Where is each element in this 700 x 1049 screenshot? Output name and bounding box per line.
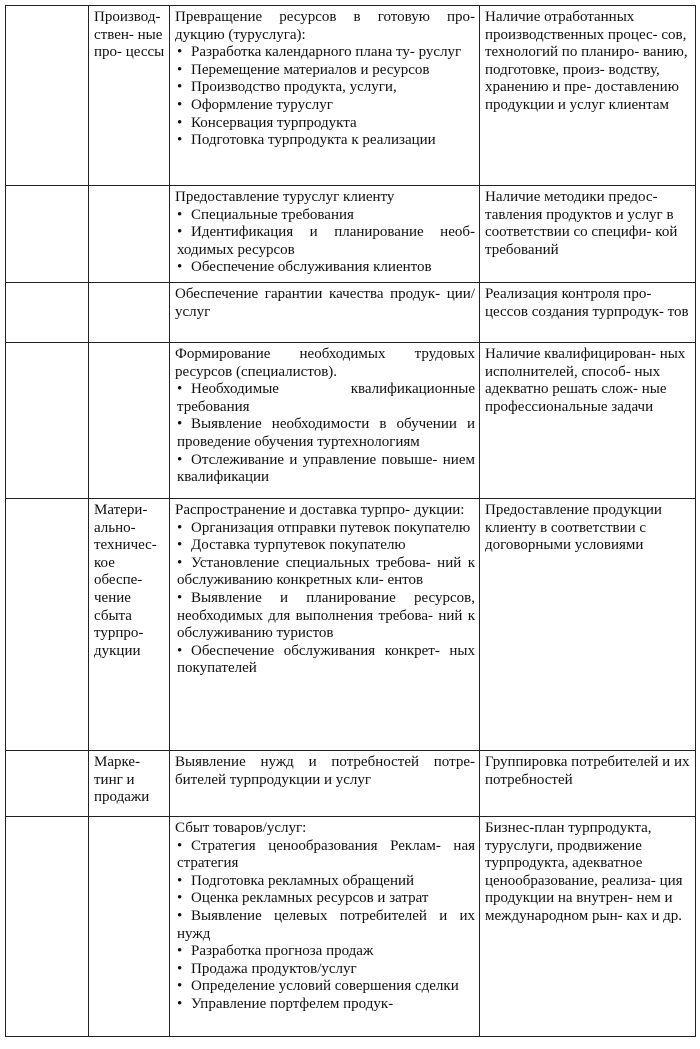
blank-cell [6,283,89,343]
list-item: • Определение условий совершения сделки [177,978,459,995]
list-item: • Управление портфелем продук- [177,995,394,1012]
requirement-text: Бизнес-план турпродукта, туруслуги, продвижение турпродукта, адекватное ценообразование, реализа- ция продукции на внутрен- нем и международном рын- ках и др. [485,820,683,924]
requirement-text: Наличие методики предос- тавления продуктов и услуг в соответствии со специфи- кой требований [485,189,678,258]
requirement-cell [480,817,696,1037]
process-cell [170,499,480,751]
bullet-icon: • [177,381,183,398]
blank-cell [6,499,89,751]
bullet-icon: • [177,416,183,433]
process-cell [170,751,480,817]
category-text: Марке- тинг и продажи [94,754,150,806]
table-row [6,751,696,817]
list-item: • Выявление и планирование ресурсов, необходимых для выполнения требова- ний к обслуживанию туристов [177,589,475,642]
process-title: Обеспечение гарантии качества продук- ции/услуг [175,286,475,320]
list-item: • Выявление целевых потребителей и их нужд [177,907,475,942]
list-item: • Продажа продуктов/услуг [177,960,357,977]
blank-cell [6,817,89,1037]
category-text: Производ- ствен- ные про- цессы [94,9,165,61]
blank-cell [6,6,89,186]
requirement-text: Наличие квалифицирован- ных исполнителей, способ- ных адекватно решать слож- ные профессиональные задачи [485,346,686,415]
process-cell [170,817,480,1037]
list-item: • Подготовка рекламных обращений [177,872,415,889]
bullet-icon: • [177,890,183,907]
category-cell [89,186,170,283]
category-cell [89,283,170,343]
table-row [6,6,696,186]
bullet-icon: • [177,537,183,554]
list-item: • Оценка рекламных ресурсов и затрат [177,890,429,907]
list-item: • Идентификация и планирование необ- ходимых ресурсов [177,224,475,258]
blank-cell [6,343,89,499]
requirement-text: Предоставление продукции клиенту в соответствии с договорными условиями [485,502,662,554]
list-item: • Подготовка турпродукта к реализации [177,132,436,149]
table-row [6,817,696,1037]
process-title: Формирование необходимых трудовых ресурсов (специалистов). [175,346,475,380]
process-cell [170,343,480,499]
bullet-icon: • [177,960,183,977]
requirement-text: Группировка потребителей и их потребностей [485,754,690,788]
bullet-icon: • [177,837,183,854]
list-item: • Установление специальных требова- ний к обслуживанию конкретных кли- ентов [177,554,475,589]
list-item: • Консервация турпродукта [177,114,357,131]
process-title: Сбыт товаров/услуг: [175,820,307,836]
process-title: Предоставление туруслуг клиенту [175,189,395,205]
bullet-icon: • [177,451,183,468]
list-item: • Доставка турпутевок покупателю [177,537,406,554]
requirement-cell [480,499,696,751]
list-item: • Разработка календарного плана ту- руслуг [177,44,462,61]
bullet-icon: • [177,79,183,96]
list-item: • Необходимые квалификационные требования [177,381,475,415]
category-cell [89,499,170,751]
bullet-icon: • [177,554,183,571]
bullet-icon: • [177,995,183,1012]
list-item: • Обеспечение обслуживания конкрет- ных покупателей [177,642,475,677]
table-row [6,283,696,343]
list-item: • Оформление туруслуг [177,96,333,113]
bullet-icon: • [177,96,183,113]
blank-cell [6,751,89,817]
requirement-cell [480,283,696,343]
requirement-cell [480,6,696,186]
table-row [6,499,696,751]
bullet-icon: • [177,589,183,606]
bullet-icon: • [177,872,183,889]
bullet-icon: • [177,114,183,131]
blank-cell [6,186,89,283]
bullet-icon: • [177,978,183,995]
list-item: • Стратегия ценообразования Реклам- ная стратегия [177,837,475,872]
process-cell [170,186,480,283]
process-title: Выявление нужд и потребностей потре- бителей турпродукции и услуг [175,754,475,788]
bullet-icon: • [177,224,183,241]
list-item: • Организация отправки путевок покупателю [177,519,471,536]
bullet-icon: • [177,206,183,223]
list-item: • Производство продукта, услуги, [177,79,397,96]
process-cell [170,6,480,186]
list-item: • Разработка прогноза продаж [177,943,374,960]
bullet-icon: • [177,943,183,960]
list-item: • Выявление необходимости в обучении и проведение обучения туртехнологиям [177,416,475,450]
category-cell [89,6,170,186]
bullet-icon: • [177,642,183,659]
requirement-cell [480,343,696,499]
category-text: Матери- ально- техничес- кое обеспе- чение сбыта турпро- дукции [94,502,157,659]
list-item: • Обеспечение обслуживания клиентов [177,259,432,276]
category-cell [89,751,170,817]
bullet-icon: • [177,519,183,536]
process-cell [170,283,480,343]
requirement-text: Наличие отработанных производственных процес- сов, технологий по планиро- ванию, подготовке, произ- водству, хранению и пре- доставлению продукции и услуг клиентам [485,9,688,113]
category-cell [89,343,170,499]
bullet-icon: • [177,61,183,78]
list-item: • Перемещение материалов и ресурсов [177,61,430,78]
list-item: • Отслеживание и управление повыше- нием квалификации [177,451,475,486]
table-row [6,186,696,283]
bullet-icon: • [177,44,183,61]
table-row [6,343,696,499]
process-title: Распространение и доставка турпро- дукции: [175,502,465,518]
requirement-cell [480,751,696,817]
bullet-icon: • [177,907,183,924]
category-cell [89,817,170,1037]
process-table [5,5,696,1037]
bullet-icon: • [177,259,183,276]
list-item: • Специальные требования [177,206,354,223]
bullet-icon: • [177,132,183,149]
requirement-text: Реализация контроля про- цессов создания турпродук- тов [485,286,689,320]
requirement-cell [480,186,696,283]
process-title: Превращение ресурсов в готовую про- дукцию (туруслуга): [175,9,475,43]
